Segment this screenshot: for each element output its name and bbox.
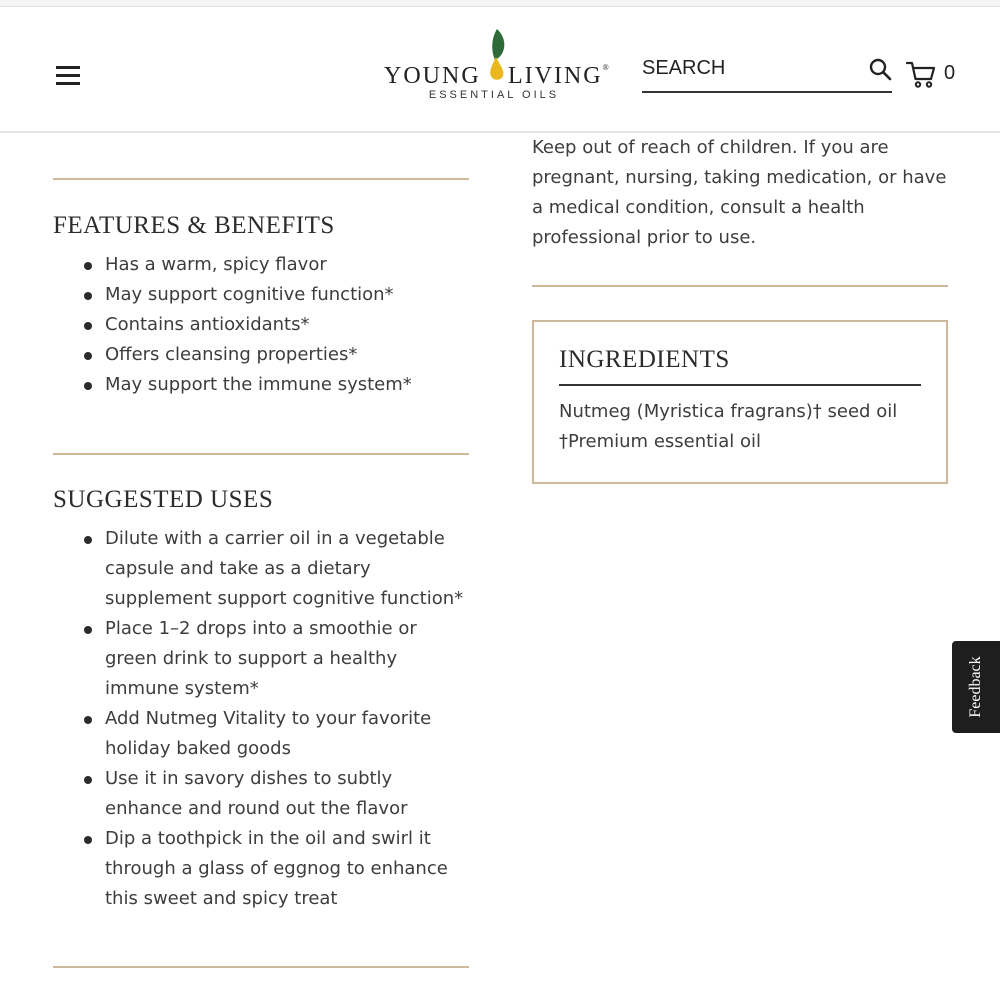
caution-text: Keep out of reach of children. If you are pregnant, nursing, taking medication, or have a medical condition, consult a health professional prior to use. [532, 137, 947, 248]
list-item: May support cognitive function* [53, 280, 473, 310]
list-item: Offers cleansing properties* [53, 340, 473, 370]
ingredients-panel [532, 320, 948, 484]
list-item: Has a warm, spicy flavor [53, 250, 473, 280]
list-item: Contains antioxidants* [53, 310, 473, 340]
search-icon[interactable] [868, 57, 892, 81]
section-divider [53, 453, 469, 455]
leaf-drop-logo-icon [482, 27, 510, 83]
list-item: Add Nutmeg Vitality to your favorite holiday baked goods [53, 704, 473, 764]
ingredients-text [559, 397, 929, 457]
site-header [0, 7, 1000, 133]
section-divider [53, 178, 469, 180]
list-item: Dilute with a carrier oil in a vegetable capsule and take as a dietary supplement support cognitive function* [53, 524, 473, 614]
section-divider [53, 966, 469, 968]
list-item: May support the immune system* [53, 370, 473, 400]
ingredient-note: †Premium essential oil [559, 431, 761, 452]
young-living-logo[interactable] [380, 27, 610, 107]
suggested-uses-list [53, 524, 473, 914]
logo-word-young: YOUNG [384, 63, 481, 89]
shopping-cart-icon [906, 60, 936, 88]
features-title: FEATURES & BENEFITS [53, 212, 335, 239]
logo-subtitle: ESSENTIAL OILS [428, 89, 560, 101]
logo-registered-mark: ® [602, 63, 609, 72]
suggested-uses-title: SUGGESTED USES [53, 486, 274, 513]
feedback-tab-button[interactable] [952, 641, 1000, 733]
cart-button[interactable] [906, 60, 966, 90]
features-list [53, 250, 473, 400]
logo-word-living-text: LIVING [508, 63, 603, 89]
logo-word-living [508, 63, 609, 90]
ingredients-title: INGREDIENTS [559, 346, 730, 373]
search-input[interactable] [642, 53, 852, 83]
list-item: Place 1–2 drops into a smoothie or green drink to support a healthy immune system* [53, 614, 473, 704]
section-divider [532, 285, 948, 287]
ingredient-line: Nutmeg (Myristica fragrans)† seed oil [559, 401, 898, 422]
browser-top-strip [0, 0, 1000, 7]
hamburger-menu-icon[interactable] [56, 66, 80, 86]
search-bar [642, 53, 892, 93]
feedback-label: Feedback [967, 656, 984, 718]
list-item: Dip a toothpick in the oil and swirl it through a glass of eggnog to enhance this sweet and spicy treat [53, 824, 473, 914]
list-item: Use it in savory dishes to subtly enhance and round out the flavor [53, 764, 473, 824]
cart-count: 0 [944, 62, 956, 84]
ingredients-title-underline [559, 384, 921, 386]
